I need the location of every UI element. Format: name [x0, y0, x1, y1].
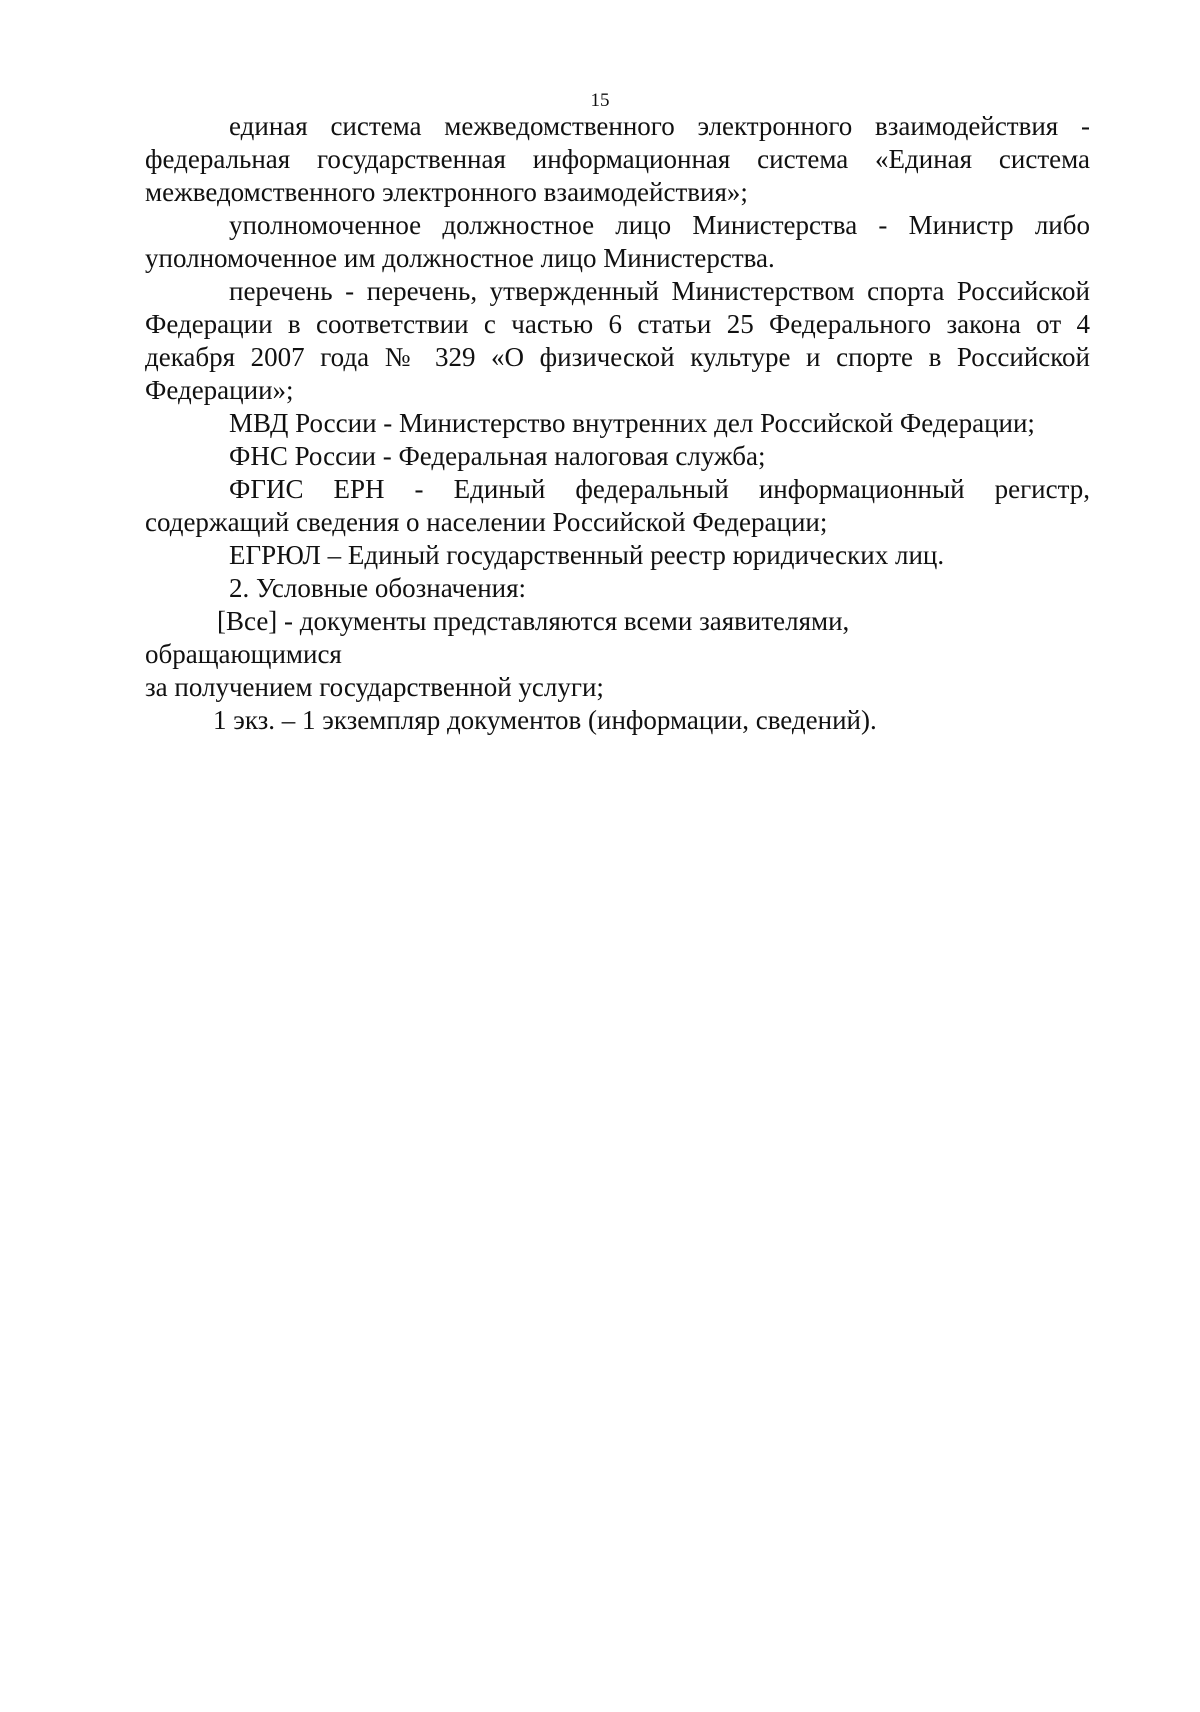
- definition-fgis-ern: ФГИС ЕРН - Единый федеральный информационный регистр, содержащий сведения о населении Российской Федерации;: [145, 474, 1090, 537]
- convention-all-line: [Все] - документы представляются всеми заявителями,: [217, 606, 850, 636]
- document-body: [145, 110, 1090, 737]
- convention-copy: 1 экз. – 1 экземпляр документов (информации, сведений).: [213, 705, 877, 735]
- definition-list: перечень - перечень, утвержденный Министерством спорта Российской Федерации в соответствии с частью 6 статьи 25 Федерального закона от 4 декабря 2007 года № 329 «О физической культуре и спорте в Российской Федерации»;: [145, 276, 1090, 405]
- convention-all-continuation: обращающимися: [145, 639, 342, 669]
- definition-egrul: ЕГРЮЛ – Единый государственный реестр юридических лиц.: [229, 540, 945, 570]
- definition-mvd: МВД России - Министерство внутренних дел Российской Федерации;: [229, 408, 1035, 438]
- definition-smev: единая система межведомственного электронного взаимодействия - федеральная государственная информационная система «Единая система межведомственного электронного взаимодействия»;: [145, 111, 1090, 207]
- definition-authorized-official: уполномоченное должностное лицо Министерства - Министр либо уполномоченное им должностное лицо Министерства.: [145, 210, 1090, 273]
- page-number: 15: [590, 90, 610, 111]
- definition-fns: ФНС России - Федеральная налоговая служба;: [229, 441, 766, 471]
- section-conventions-heading: 2. Условные обозначения:: [229, 573, 527, 603]
- convention-all-continuation-2: за получением государственной услуги;: [145, 672, 604, 702]
